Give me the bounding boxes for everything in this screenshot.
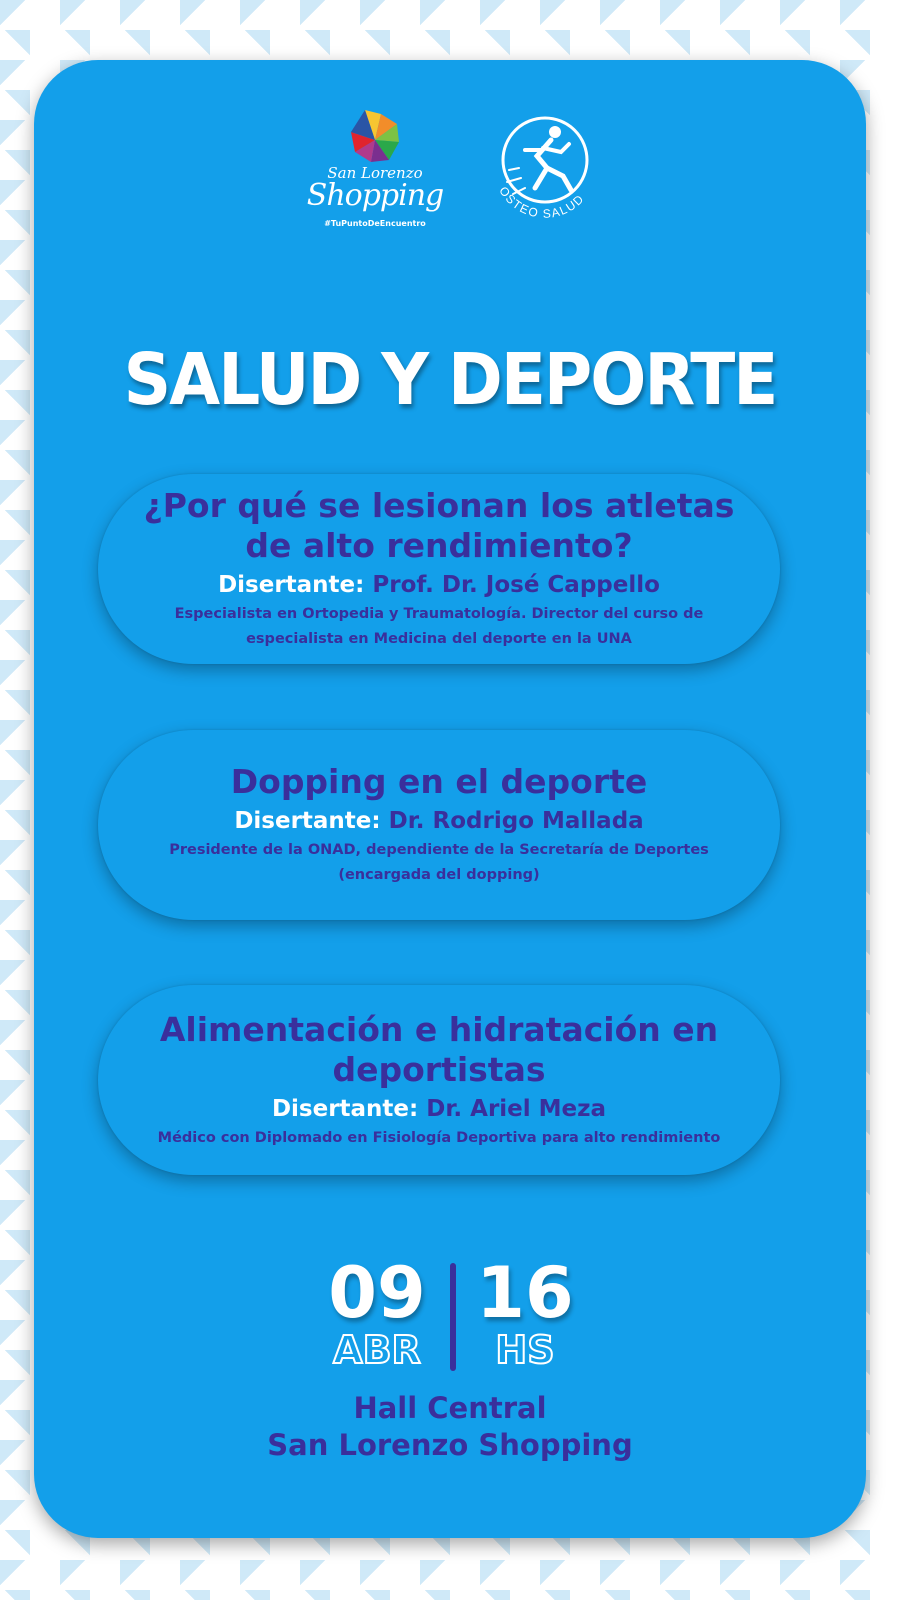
mall-hashtag: #TuPuntoDeEncuentro xyxy=(324,219,426,228)
talk-title: ¿Por qué se lesionan los atletas de alto rendimiento? xyxy=(143,486,735,565)
runner-icon xyxy=(485,108,600,228)
mall-name-line2: Shopping xyxy=(306,178,444,213)
speaker-description: Médico con Diplomado en Fisiología Deportiva para alto rendimiento xyxy=(157,1129,721,1146)
speaker-label: Disertante: xyxy=(218,572,365,598)
osteo-salud-logo xyxy=(485,108,600,228)
event-datetime xyxy=(0,1252,900,1375)
clinic-name: OSTEO SALUD xyxy=(496,183,588,221)
speaker-line xyxy=(218,570,660,600)
talk-title: Alimentación e hidratación en deportistas xyxy=(159,1009,719,1089)
pinwheel-icon xyxy=(305,106,445,166)
speaker-name: Prof. Dr. José Cappello xyxy=(372,572,660,598)
talk-title: Dopping en el deporte xyxy=(230,762,648,801)
event-venue xyxy=(0,1390,900,1464)
venue-line1: Hall Central xyxy=(353,1391,547,1425)
page-title: SALUD Y DEPORTE xyxy=(123,337,777,422)
speaker-name: Dr. Ariel Meza xyxy=(426,1095,607,1122)
datetime-divider xyxy=(450,1263,456,1371)
event-hour: 16 xyxy=(476,1252,574,1334)
talk-card xyxy=(98,985,780,1175)
speaker-description: Especialista en Ortopedia y Traumatología. Director del curso de especialista en Medicina del deporte en la UNA xyxy=(174,606,704,647)
talk-card xyxy=(98,730,780,920)
event-month: ABR xyxy=(333,1328,421,1372)
sponsor-logos xyxy=(0,100,900,240)
speaker-label: Disertante: xyxy=(271,1095,419,1122)
venue-line2: San Lorenzo Shopping xyxy=(267,1428,633,1462)
speaker-line xyxy=(272,1094,606,1124)
mall-name-line1: San Lorenzo xyxy=(327,164,423,182)
san-lorenzo-shopping-logo xyxy=(305,106,445,231)
speaker-line xyxy=(234,806,643,836)
speaker-description: Presidente de la ONAD, dependiente de la Secretaría de Deportes (encargada del dopping) xyxy=(169,842,709,883)
event-day: 09 xyxy=(328,1252,426,1334)
talk-card xyxy=(98,474,780,664)
speaker-name: Dr. Rodrigo Mallada xyxy=(388,808,644,834)
speaker-label: Disertante: xyxy=(234,808,381,834)
event-hour-unit: HS xyxy=(495,1328,555,1372)
